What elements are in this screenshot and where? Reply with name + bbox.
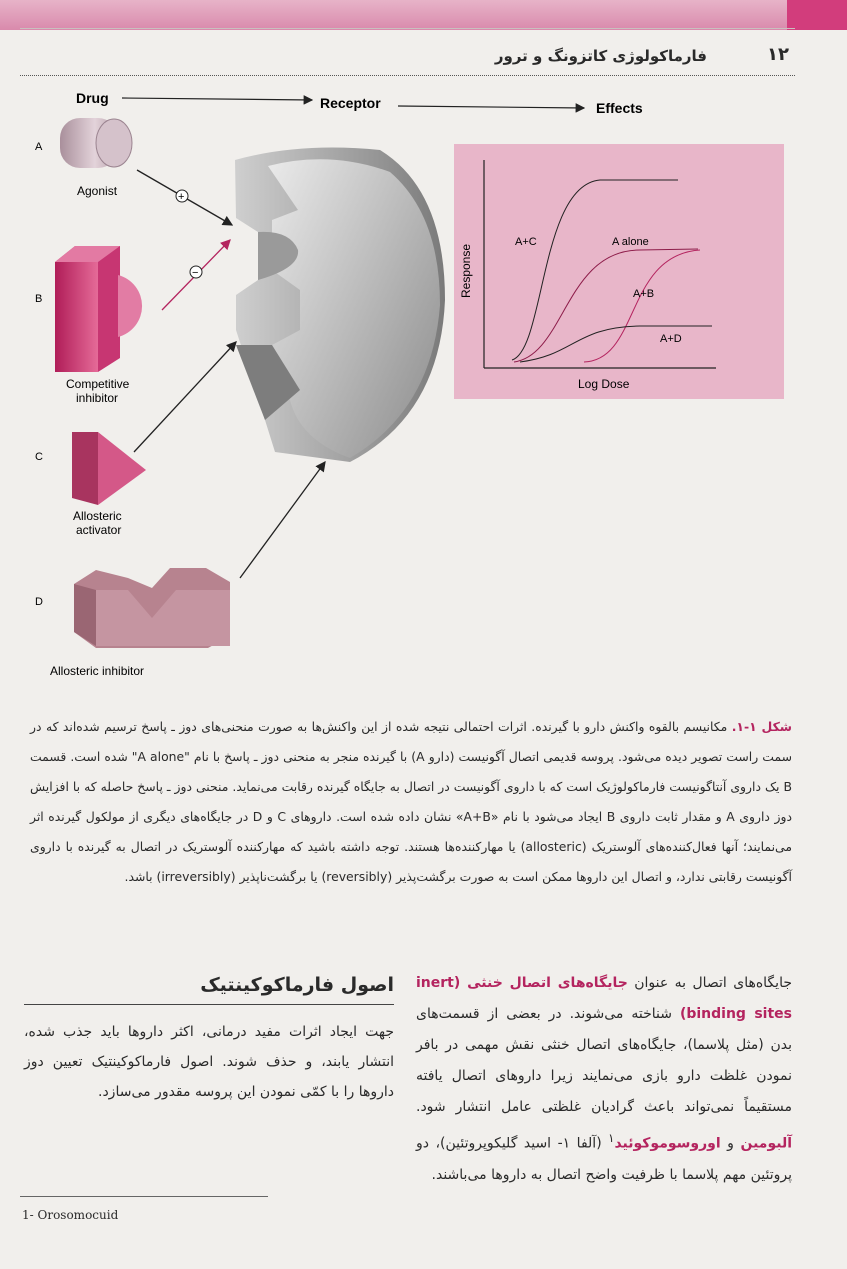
para-text-4: (آلفا ۱- اسید گلیکوپروتئین)، دو پروتئین مهم پلاسما با ظرفیت واضح اتصال به داروها می‌باشند.	[416, 1135, 792, 1183]
receptor-shape	[235, 148, 445, 462]
chapter-tab	[787, 0, 847, 30]
allosteric-activator-line2: activator	[76, 523, 122, 537]
allosteric-activator-shape	[72, 432, 146, 505]
left-column	[24, 968, 394, 1107]
running-title: فارماکولوژی کاتزونگ و ترور	[494, 47, 707, 65]
figure-caption-text: مکانیسم بالقوه واکنش دارو با گیرنده. اثرات احتمالی نتیجه شده از این واکنش‌ها به صورت منحنی‌های دوز ـ پاسخ ترسیم شده‌اند که در سمت راست تصویر دیده می‌شود. پروسه قدیمی اتصال آگونیست (دارو A) با گیرنده منجر به منحنی دوز ـ پاسخ با نام "A alone" شده است. قسمت B یک داروی آنتاگونیست فارماکولوژیک است که با داروی آگونیست در اتصال به جایگاه گیرنده رقابت می‌نماید. منحنی دوز ـ پاسخ حاصله که با افزایش دوز داروی A و مقدار ثابت داروی B ایجاد می‌شود با نام «A+B» نشان داده شده است. داروهای C و D در جایگاه‌های دیگری از مولکول گیرنده اثر می‌نمایند؛ آنها فعال‌کننده‌های آلوستریک (allosteric) یا مهارکننده‌ها هستند. توجه داشته باشید که مهارکننده آلوستریک در اتصال به گیرنده با داروی آگونیست رقابتی ندارد، و اتصال این داروها ممکن است به صورت برگشت‌پذیر (reversibly) یا برگشت‌ناپذیر (irreversibly) باشد.	[30, 719, 792, 884]
graph-ylabel: Response	[459, 243, 473, 298]
dose-response-graph	[454, 144, 784, 399]
footnote-rule	[20, 1196, 268, 1197]
plus-sign: +	[178, 191, 185, 203]
row-letter-a: A	[35, 141, 43, 153]
allosteric-inhibitor-arrow	[240, 462, 325, 578]
row-letter-d: D	[35, 596, 43, 608]
top-color-band	[0, 0, 847, 30]
label-a-plus-d: A+D	[660, 333, 682, 345]
section-body: جهت ایجاد اثرات مفید درمانی، اکثر داروها باید جذب شده، انتشار یابند، و حذف شوند. اصول فارماکوکینتیک تعیین دوز داروها را با کمّی نمودن این پروسه مقدور می‌سازد.	[24, 1024, 394, 1100]
row-letter-c: C	[35, 451, 43, 463]
competitive-inhibitor-line2: inhibitor	[76, 391, 119, 405]
minus-sign: −	[192, 267, 199, 279]
figure-caption-label: شکل ۱-۱.	[731, 719, 792, 734]
label-a-alone: A alone	[612, 236, 649, 248]
footnote-marker: ۱	[608, 1131, 615, 1145]
row-letter-b: B	[35, 293, 43, 305]
agonist-shape	[60, 118, 132, 168]
term-inert-binding-sites: جایگاه‌های اتصال خنثی (inert binding sites)	[416, 975, 792, 1022]
term-orosomucoid: اوروسوموکوئید	[614, 1135, 721, 1152]
page-number: ۱۲	[767, 44, 789, 65]
allosteric-inhibitor-shape	[74, 568, 230, 648]
receptor-label: Receptor	[320, 95, 381, 111]
competitive-inhibitor-shape	[55, 246, 142, 372]
effects-label: Effects	[596, 100, 643, 116]
footnote: 1- Orosomocuid	[22, 1208, 119, 1222]
flow-arrow-1	[122, 98, 312, 100]
graph-xlabel: Log Dose	[578, 377, 630, 391]
para-text-3: و	[720, 1135, 741, 1152]
right-column-paragraph	[416, 968, 792, 1191]
competitive-inhibitor-line1: Competitive	[66, 377, 130, 391]
para-text-2: شناخته می‌شوند. در بعضی از قسمت‌های بدن (مثل پلاسما)، جایگاه‌های اتصال خنثی نقش مهمی در بافر نمودن غلظت دارو بازی می‌نمایند زیرا داروهای اتصال یافته مستقیماً نمی‌تواند باعث گرادیان غلظتی عامل انتشار شود.	[416, 1006, 792, 1115]
agonist-label: Agonist	[77, 184, 118, 198]
drug-receptor-figure	[0, 80, 847, 700]
flow-arrow-2	[398, 106, 584, 108]
term-albumin: آلبومین	[740, 1135, 792, 1152]
drug-label: Drug	[76, 90, 109, 106]
allosteric-inhibitor-label: Allosteric inhibitor	[50, 664, 145, 678]
para-text-1: جایگاه‌های اتصال به عنوان	[627, 975, 792, 991]
allosteric-activator-line1: Allosteric	[73, 509, 122, 523]
figure-caption	[30, 712, 792, 892]
section-heading: اصول فارماکوکینتیک	[24, 968, 394, 1005]
label-a-plus-b: A+B	[633, 288, 655, 300]
activator-arrow	[134, 342, 236, 452]
label-a-plus-c: A+C	[515, 236, 537, 248]
